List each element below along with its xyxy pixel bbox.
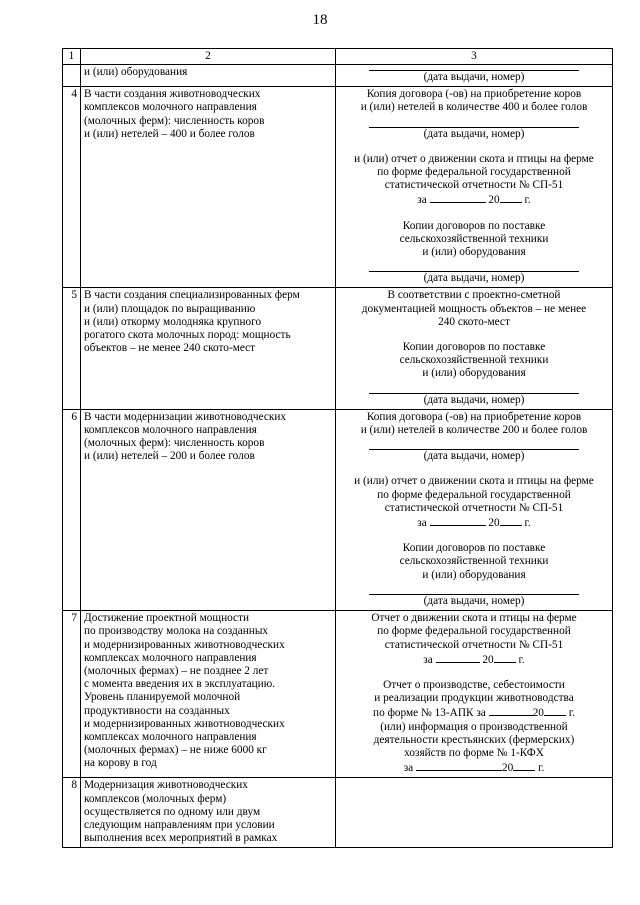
row-number: 4	[63, 87, 81, 288]
period-line: за 20 г.	[417, 517, 531, 530]
table-row-8	[63, 778, 613, 848]
requirements-table	[62, 48, 613, 848]
table-row-7	[63, 611, 613, 778]
period-line: за 20 г.	[417, 194, 531, 207]
table-row-continuation	[63, 65, 613, 87]
form13-period-line: по форме № 13-АПК за 20 г.	[373, 707, 575, 720]
table-row-5	[63, 288, 613, 409]
header-col-1: 1	[63, 49, 81, 65]
row6-description: В части модернизации животноводческих комплексов молочного направления (молочных ферм): численность коров и (или) нетелей – 200 и более голов	[81, 409, 336, 610]
date-number-caption: (дата выдачи, номер)	[423, 393, 525, 406]
row8-documents	[336, 778, 613, 848]
date-number-caption: (дата выдачи, номер)	[423, 71, 525, 83]
date-number-caption: (дата выдачи, номер)	[423, 272, 525, 285]
period-line: за 20 г.	[423, 653, 525, 666]
row4-description: В части создания животноводческих комплексов молочного направления (молочных ферм): численность коров и (или) нетелей – 400 и более голов	[81, 87, 336, 288]
table-row-6	[63, 409, 613, 610]
row8-description: Модернизация животноводческих комплексов (молочных ферм) осуществляется по одному или двум следующим направлениям при условии выполнения всех мероприятий в рамках	[81, 778, 336, 848]
table-header-row	[63, 49, 613, 65]
row5-documents: В соответствии с проектно-сметной документацией мощность объектов – не менее 240 ското-мест Копии договоров по поставке сельскохозяйственной техники и (или) оборудования (дата выдачи, номер)	[336, 288, 613, 409]
row-number: 8	[63, 778, 81, 848]
date-number-caption: (дата выдачи, номер)	[423, 127, 525, 140]
row7-description: Достижение проектной мощности по производству молока на созданных и модернизированных животноводческих комплексах молочного направления (молочных фермах) – не позднее 2 лет с момента введения их в эксплуатацию. Уровень планируемой молочной продуктивности на созданных и модернизированных животноводческих комплексах молочного направления (молочных фермах) – не ниже 6000 кг на корову в год	[81, 611, 336, 778]
row-number: 5	[63, 288, 81, 409]
row-number: 7	[63, 611, 81, 778]
row5-description: В части создания специализированных ферм и (или) площадок по выращиванию и (или) откорму молодняка крупного рогатого скота молочных пород: мощность объектов – не менее 240 ското-мест	[81, 288, 336, 409]
period-line: за 20 г.	[403, 762, 545, 775]
row7-documents: Отчет о движении скота и птицы на ферме по форме федеральной государственной статистической отчетности № СП-51 за 20 г. Отчет о производстве, себестоимости и реализации продукции животноводства по форме № 13-АПК за 20 г. (или) информация о производственной деятельности крестьянских (фермерских) хозяйств по форме № 1-КФХ за 20 г.	[336, 611, 613, 778]
row-number: 6	[63, 409, 81, 610]
table-row-4	[63, 87, 613, 288]
page-number: 18	[312, 12, 328, 28]
cont-left-text: и (или) оборудования	[81, 65, 336, 87]
date-number-caption: (дата выдачи, номер)	[423, 594, 525, 607]
row4-documents: Копия договора (-ов) на приобретение коров и (или) нетелей в количестве 400 и более голов (дата выдачи, номер) и (или) отчет о движении скота и птицы на ферме по форме федеральной государственной статистической отчетности № СП-51 за 20 г. Копии договоров по поставке сельскохозяйственной техники и (или) оборудования (дата выдачи, номер)	[336, 87, 613, 288]
date-number-caption: (дата выдачи, номер)	[423, 450, 525, 463]
header-col-2: 2	[81, 49, 336, 65]
row6-documents: Копия договора (-ов) на приобретение коров и (или) нетелей в количестве 200 и более голов (дата выдачи, номер) и (или) отчет о движении скота и птицы на ферме по форме федеральной государственной статистической отчетности № СП-51 за 20 г. Копии договоров по поставке сельскохозяйственной техники и (или) оборудования (дата выдачи, номер)	[336, 409, 613, 610]
header-col-3: 3	[336, 49, 613, 65]
